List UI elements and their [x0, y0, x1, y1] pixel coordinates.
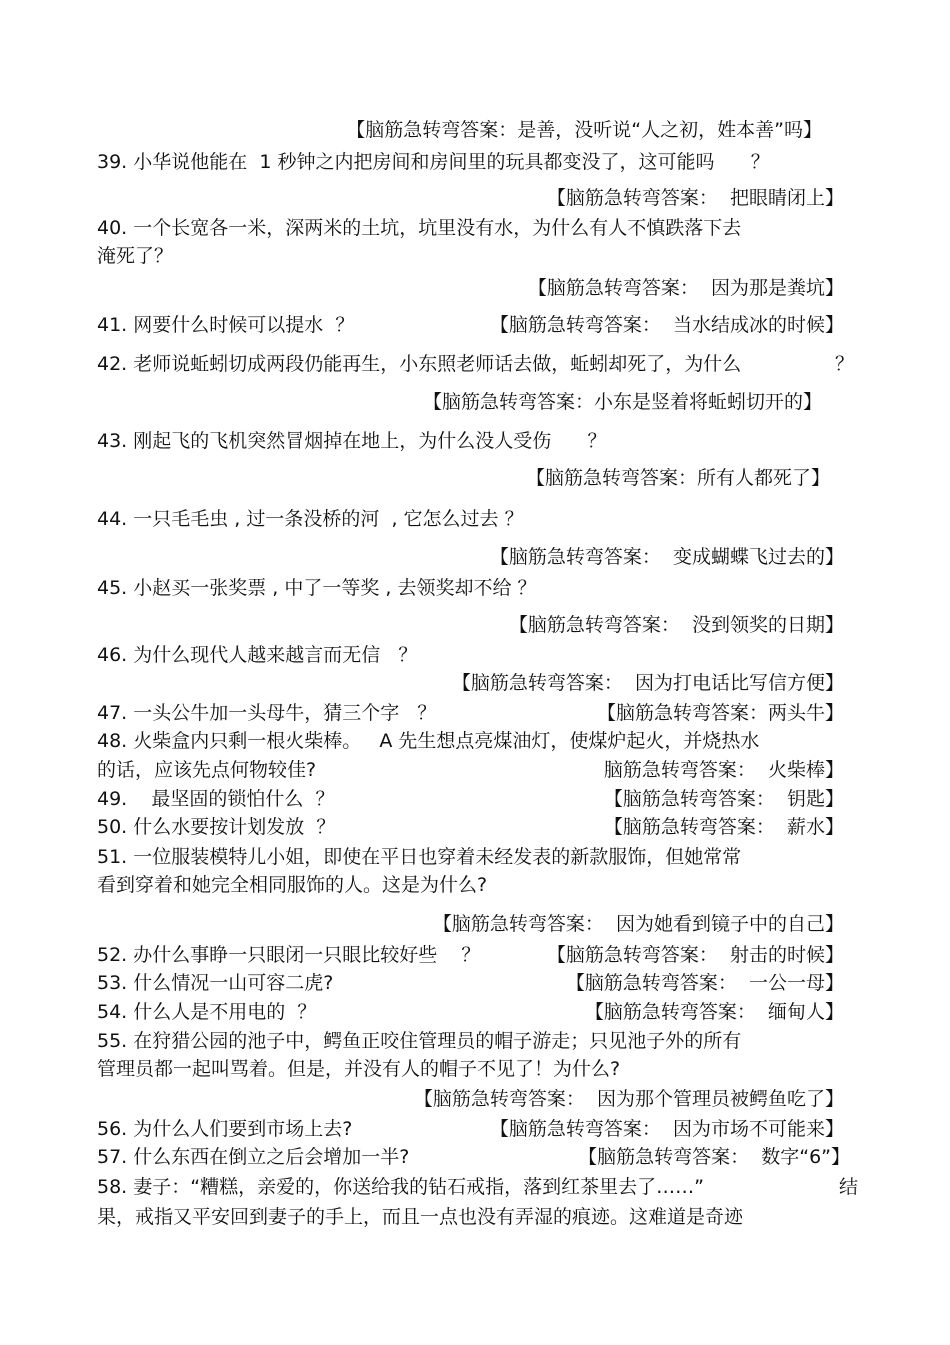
- question-39: 39. 小华说他能在 1 秒钟之内把房间和房间里的玩具都变没了，这可能吗 ？: [97, 151, 770, 173]
- answer-45: 【脑筋急转弯答案： 没到领奖的日期】: [508, 614, 844, 636]
- question-48-line-2: 的话，应该先点何物较佳?: [97, 759, 317, 781]
- answer-55: 【脑筋急转弯答案： 因为那个管理员被鳄鱼吃了】: [413, 1088, 844, 1110]
- answer-40: 【脑筋急转弯答案： 因为那是粪坑】: [527, 277, 844, 299]
- question-56: 56. 为什么人们要到市场上去?: [97, 1118, 353, 1140]
- answer-49: 【脑筋急转弯答案： 钥匙】: [603, 788, 844, 810]
- question-53: 53. 什么情况一山可容二虎?: [97, 972, 334, 994]
- answer-57: 【脑筋急转弯答案： 数字“6”】: [578, 1146, 850, 1168]
- question-44: 44. 一只毛毛虫 , 过一条没桥的河 , 它怎么过去 ？: [97, 508, 524, 530]
- answer-56: 【脑筋急转弯答案： 因为市场不可能来】: [489, 1118, 844, 1140]
- answer-51: 【脑筋急转弯答案： 因为她看到镜子中的自己】: [432, 913, 844, 935]
- answer-54: 【脑筋急转弯答案： 缅甸人】: [584, 1001, 844, 1023]
- answer-43: 【脑筋急转弯答案：所有人都死了】: [525, 467, 830, 489]
- question-58-line-1: 58. 妻子：“糟糕，亲爱的，你送给我的钻石戒指，落到红茶里去了……”: [97, 1176, 704, 1198]
- question-40-line-2: 淹死了？: [97, 245, 174, 267]
- question-41: 41. 网要什么时候可以提水 ？: [97, 314, 355, 336]
- question-52: 52. 办什么事睁一只眼闭一只眼比较好些 ？: [97, 944, 481, 966]
- question-43: 43. 刚起飞的飞机突然冒烟掉在地上，为什么没人受伤 ？: [97, 430, 607, 452]
- question-42-mark: ？: [834, 353, 854, 375]
- question-55-line-1: 55. 在狩猎公园的池子中，鳄鱼正咬住管理员的帽子游走；只见池子外的所有: [97, 1030, 742, 1052]
- question-42: 42. 老师说蚯蚓切成两段仍能再生，小东照老师话去做，蚯蚓却死了，为什么: [97, 353, 742, 375]
- answer-38: 【脑筋急转弯答案：是善，没听说“人之初，姓本善”吗】: [346, 119, 822, 141]
- question-51-line-1: 51. 一位服装模特儿小姐，即使在平日也穿着未经发表的新款服饰，但她常常: [97, 846, 742, 868]
- question-58-line-1-end: 结: [838, 1176, 858, 1198]
- question-58-line-2: 果，戒指又平安回到妻子的手上，而且一点也没有弄湿的痕迹。这难道是奇迹: [97, 1206, 744, 1228]
- question-47: 47. 一头公牛加一头母牛，猜三个字 ？: [97, 702, 437, 724]
- question-51-line-2: 看到穿着和她完全相同服饰的人。这是为什么?: [97, 874, 488, 896]
- question-40-line-1: 40. 一个长宽各一米，深两米的土坑，坑里没有水，为什么有人不慎跌落下去: [97, 217, 742, 239]
- answer-39: 【脑筋急转弯答案： 把眼睛闭上】: [546, 187, 844, 209]
- answer-53: 【脑筋急转弯答案： 一公一母】: [565, 972, 844, 994]
- question-49: 49. 最坚固的锁怕什么 ？: [97, 788, 335, 810]
- answer-42: 【脑筋急转弯答案：小东是竖着将蚯蚓切开的】: [422, 391, 822, 413]
- question-50: 50. 什么水要按计划发放 ？: [97, 816, 336, 838]
- answer-41: 【脑筋急转弯答案： 当水结成冰的时候】: [489, 314, 844, 336]
- question-57: 57. 什么东西在倒立之后会增加一半?: [97, 1146, 410, 1168]
- question-55-line-2: 管理员都一起叫骂着。但是，并没有人的帽子不见了！为什么?: [97, 1058, 621, 1080]
- answer-50: 【脑筋急转弯答案： 薪水】: [603, 816, 844, 838]
- answer-46: 【脑筋急转弯答案： 因为打电话比写信方便】: [451, 672, 844, 694]
- answer-52: 【脑筋急转弯答案： 射击的时候】: [546, 944, 844, 966]
- answer-48: 脑筋急转弯答案： 火柴棒】: [603, 759, 844, 781]
- question-48-line-1: 48. 火柴盒内只剩一根火柴棒。 A 先生想点亮煤油灯，使煤炉起火，并烧热水: [97, 730, 760, 752]
- question-46: 46. 为什么现代人越来越言而无信 ？: [97, 644, 418, 666]
- answer-47: 【脑筋急转弯答案：两头牛】: [596, 702, 844, 724]
- question-45: 45. 小赵买一张奖票 , 中了一等奖 , 去领奖却不给 ？: [97, 577, 537, 599]
- question-54: 54. 什么人是不用电的 ？: [97, 1001, 317, 1023]
- answer-44: 【脑筋急转弯答案： 变成蝴蝶飞过去的】: [489, 546, 844, 568]
